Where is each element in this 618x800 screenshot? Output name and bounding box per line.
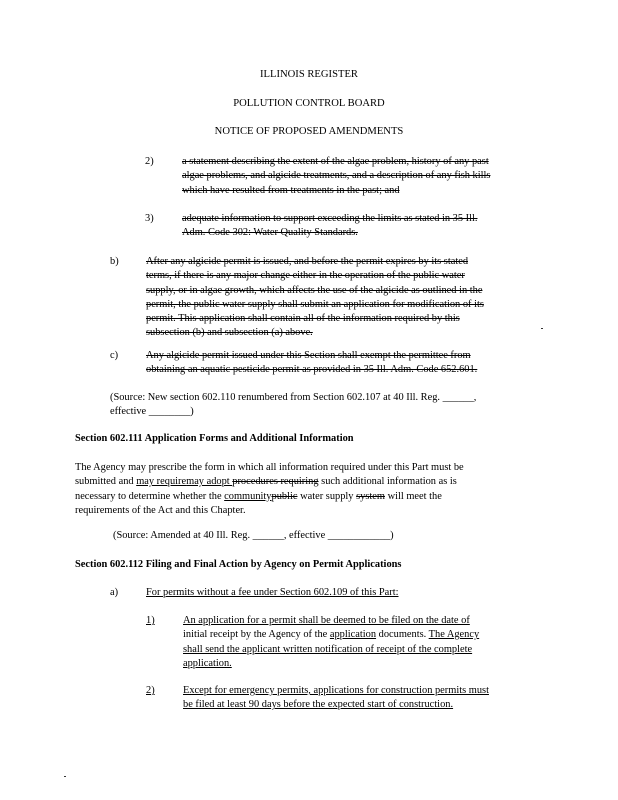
scan-speck	[541, 328, 543, 329]
inserted-text: may adopt	[186, 476, 233, 488]
text-run: submitted and	[75, 476, 137, 488]
paragraph-line	[75, 475, 555, 489]
item-3-line: Adm. Code 302: Water Quality Standards.	[182, 227, 358, 239]
item-1-text	[183, 614, 563, 671]
item-2b-text	[183, 684, 563, 713]
item-b-line: permit. This application shall contain all of the information required by this	[146, 313, 460, 325]
item-1-line: application.	[183, 657, 232, 669]
text-run: documents.	[376, 629, 429, 641]
section-602-111-paragraph	[75, 461, 555, 518]
inserted-text: application	[329, 629, 377, 641]
section-602-112-heading: Section 602.112 Filing and Final Action by Agency on Permit Applications	[75, 559, 402, 570]
notice-header: NOTICE OF PROPOSED AMENDMENTS	[214, 126, 404, 137]
item-b-line: supply, or in algae growth, which affects the use of the algicide as outlined in the	[146, 284, 483, 296]
item-2-number: 2)	[145, 156, 154, 167]
item-1-line: An application for a permit shall be deemed to be filed on the date of	[183, 615, 470, 626]
text-run: water supply	[297, 490, 357, 502]
deleted-text: system	[356, 490, 385, 502]
text-run: will meet the	[384, 490, 442, 502]
text-run: such additional information as is	[318, 476, 457, 488]
item-2b-line: Except for emergency permits, applications for construction permits must	[183, 685, 489, 696]
item-c-line: Any algicide permit issued under this Section shall exempt the permittee from	[146, 350, 471, 361]
paragraph-line: requirements of the Act and this Chapter.	[75, 504, 246, 516]
item-1-line	[183, 628, 563, 642]
item-2-line: which have resulted from treatments in the past; and	[182, 184, 400, 196]
item-c-line: obtaining an aquatic pesticide permit as provided in 35 Ill. Adm. Code 652.601.	[146, 364, 478, 376]
item-3-text	[182, 212, 552, 241]
item-b-line: permit, the public water supply shall submit an application for modification of its	[146, 298, 484, 310]
paragraph-line	[75, 490, 555, 504]
inserted-text: community	[224, 490, 272, 502]
item-a-number: a)	[110, 587, 119, 598]
item-b-number: b)	[110, 256, 119, 267]
item-b-line: terms, if there is any major change either in the operation of the public water	[146, 270, 465, 282]
item-3-number: 3)	[145, 213, 154, 224]
item-2-text	[182, 155, 552, 198]
source-note-602-110	[110, 391, 560, 420]
item-2b-number: 2)	[146, 685, 155, 696]
item-2-line: a statement describing the extent of the algae problem, history of any past	[182, 156, 489, 167]
item-a-text: For permits without a fee under Section 602.109 of this Part:	[146, 587, 399, 598]
scan-speck	[64, 776, 66, 777]
source-line: effective ________)	[110, 406, 194, 418]
item-2-line: algae problems, and algicide treatments, and a description of any fish kills	[182, 170, 491, 182]
paragraph-line: The Agency may prescribe the form in which all information required under this Part must be	[75, 462, 464, 473]
deleted-text: public	[271, 490, 298, 502]
inserted-text: The Agency	[428, 629, 480, 641]
section-602-111-heading: Section 602.111 Application Forms and Additional Information	[75, 433, 354, 444]
source-line: (Source: New section 602.110 renumbered from Section 602.107 at 40 Ill. Reg. ______,	[110, 392, 477, 403]
board-header: POLLUTION CONTROL BOARD	[233, 98, 385, 109]
item-c-number: c)	[110, 350, 119, 361]
item-b-line: After any algicide permit is issued, and before the permit expires by its stated	[146, 256, 469, 267]
source-note-602-111: (Source: Amended at 40 Ill. Reg. ______, effective ____________)	[113, 530, 394, 541]
text-run: necessary to determine whether the	[75, 490, 225, 502]
item-c-text	[146, 349, 556, 378]
item-1-number: 1)	[146, 615, 155, 626]
item-b-line: subsection (b) and subsection (a) above.	[146, 327, 313, 339]
text-run: initial receipt by the Agency of the	[183, 629, 330, 641]
item-b-text	[146, 255, 556, 341]
item-2b-line: be filed at least 90 days before the expected start of construction.	[183, 699, 454, 711]
deleted-text: procedures requiring	[232, 476, 319, 488]
item-3-line: adequate information to support exceeding the limits as stated in 35 Ill.	[182, 213, 478, 224]
register-header: ILLINOIS REGISTER	[260, 69, 358, 80]
inserted-text: may require	[136, 476, 187, 488]
item-1-line: shall send the applicant written notification of receipt of the complete	[183, 643, 473, 655]
